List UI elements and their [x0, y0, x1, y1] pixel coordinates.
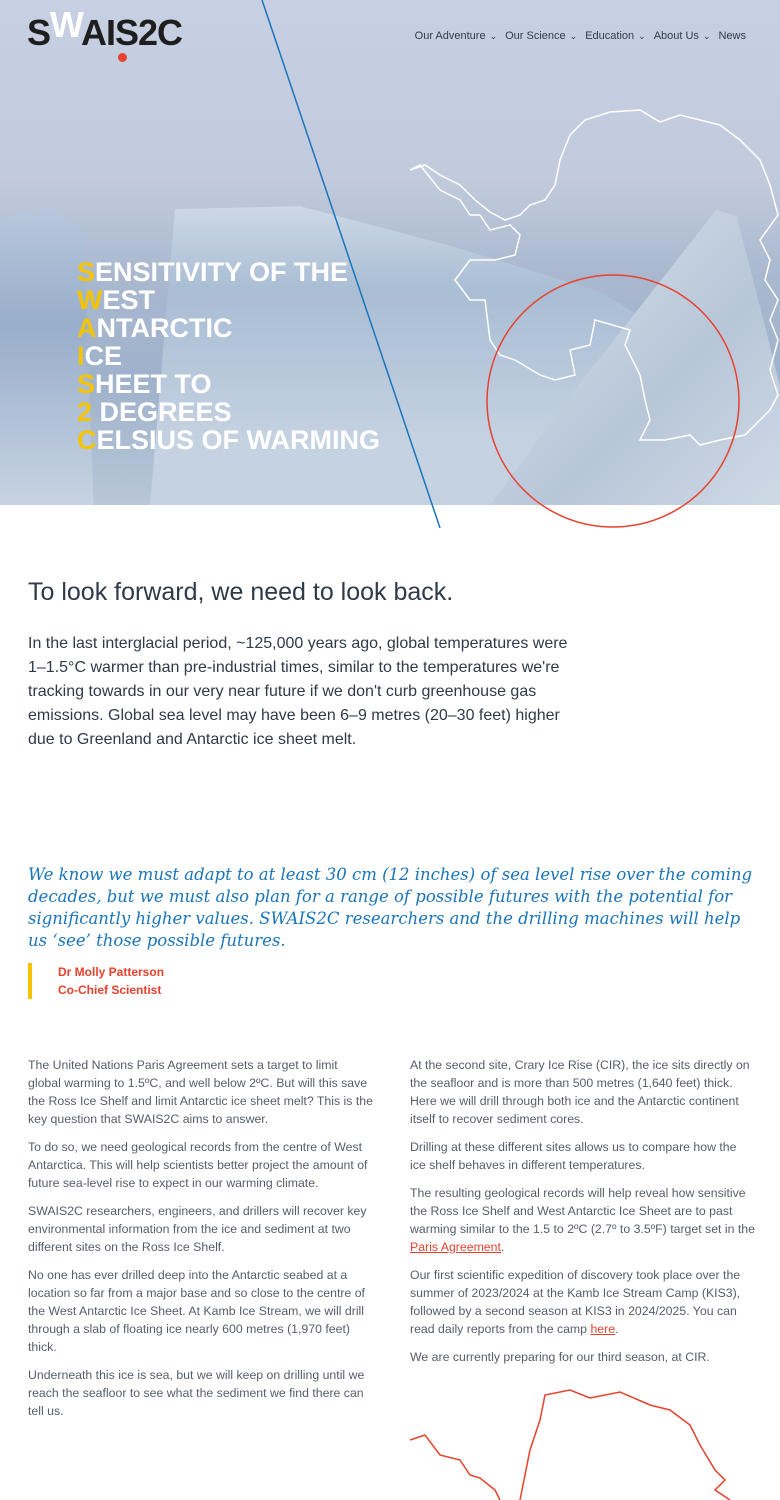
paragraph: No one has ever drilled deep into the Antarctic seabed at a location so far from a major base and so close to the centre of the West Antarctic Ice Sheet. At Kamb Ice Stream, we will drill through a slab of floating ice nearly 600 metres (1,970 feet) thick. [28, 1268, 365, 1354]
right-column [410, 1056, 755, 1376]
antarctica-outline [410, 110, 778, 445]
main-nav [415, 30, 746, 42]
nav-our-adventure[interactable]: Our Adventure ⌄ [414, 30, 498, 42]
paragraph: Underneath this ice is sea, but we will keep on drilling until we reach the seafloor to see what the sediment we find there can tell us. [28, 1368, 365, 1418]
nav-news[interactable]: News [718, 30, 746, 42]
paragraph: We are currently preparing for our third season, at CIR. [410, 1350, 710, 1364]
headline-line: SHEET TO [77, 369, 212, 399]
logo-dot [118, 53, 127, 62]
paragraph: Our first scientific expedition of discovery took place over the summer of 2023/2024 at the Kamb Ice Stream Camp (KIS3), followed by a second season at KIS3 in 2024/2025. You can read daily reports from the camp here. [410, 1268, 741, 1336]
left-column [28, 1056, 373, 1430]
paragraph: The United Nations Paris Agreement sets a target to limit global warming to 1.5ºC, and well below 2ºC. But will this save the Ross Ice Shelf and limit Antarctic ice sheet melt? This is the key question that SWAIS2C aims to answer. [28, 1058, 373, 1126]
nav-about-us[interactable]: About Us ⌄ [653, 30, 711, 42]
antarctica-outline [410, 1390, 730, 1500]
chevron-down-icon: ⌄ [638, 31, 646, 41]
quote-role: Co-Chief Scientist [58, 983, 162, 997]
headline-line: ANTARCTIC [77, 313, 233, 343]
chevron-down-icon: ⌄ [489, 31, 498, 41]
quote-attribution [28, 963, 164, 999]
nav-education[interactable]: Education ⌄ [585, 30, 646, 42]
pull-quote: We know we must adapt to at least 30 cm (12 inches) of sea level rise over the coming decades, but we must also plan for a range of possible futures with the potential for significantly higher values. SWAIS2C researchers and the drilling machines will help us ‘see’ those possible futures. [28, 865, 753, 950]
paris-agreement-link[interactable]: Paris Agreement [410, 1240, 501, 1254]
decorative-circle [487, 275, 739, 527]
headline-line: 2 DEGREES [77, 397, 232, 427]
intro-paragraph: In the last interglacial period, ~125,000 years ago, global temperatures were 1–1.5°C warmer than pre-industrial times, similar to the temperatures we're tracking towards in our very near future if we don't curb greenhouse gas emissions. Global sea level may have been 6–9 metres (20–30 feet) higher due to Greenland and Antarctic ice sheet melt. [28, 635, 568, 748]
nav-our-science[interactable]: Our Science ⌄ [505, 30, 578, 42]
hero-headline [77, 258, 380, 454]
headline-line: CELSIUS OF WARMING [77, 425, 380, 455]
headline-line: ICE [77, 341, 123, 371]
headline-line: WEST [77, 285, 155, 315]
paragraph: To do so, we need geological records from the centre of West Antarctica. This will help scientists better project the amount of future sea-level rise to expect in our warming climate. [28, 1140, 368, 1190]
headline-line: SENSITIVITY OF THE [77, 257, 349, 287]
section-heading: To look forward, we need to look back. [28, 578, 454, 606]
daily-reports-link[interactable]: here [590, 1322, 616, 1336]
chevron-down-icon: ⌄ [569, 31, 578, 41]
paragraph: Drilling at these different sites allows us to compare how the ice shelf behaves in different temperatures. [410, 1140, 737, 1172]
logo[interactable]: SWAIS2C [27, 4, 183, 53]
paragraph: At the second site, Crary Ice Rise (CIR), the ice sits directly on the seafloor and is more than 500 metres (1,640 feet) thick. Here we will drill through both ice and the Antarctic continent itself to recover sediment cores. [410, 1058, 750, 1126]
paragraph: The resulting geological records will help reveal how sensitive the Ross Ice Shelf and West Antarctic Ice Sheet are to past warming similar to the 1.5 to 2ºC (2.7º to 3.5ºF) target set in the Paris Agreement. [410, 1186, 755, 1254]
paragraph: SWAIS2C researchers, engineers, and drillers will recover key environmental information from the ice and sediment at two different sites on the Ross Ice Shelf. [28, 1204, 367, 1254]
chevron-down-icon: ⌄ [702, 31, 711, 41]
quote-author: Dr Molly Patterson [58, 965, 165, 979]
